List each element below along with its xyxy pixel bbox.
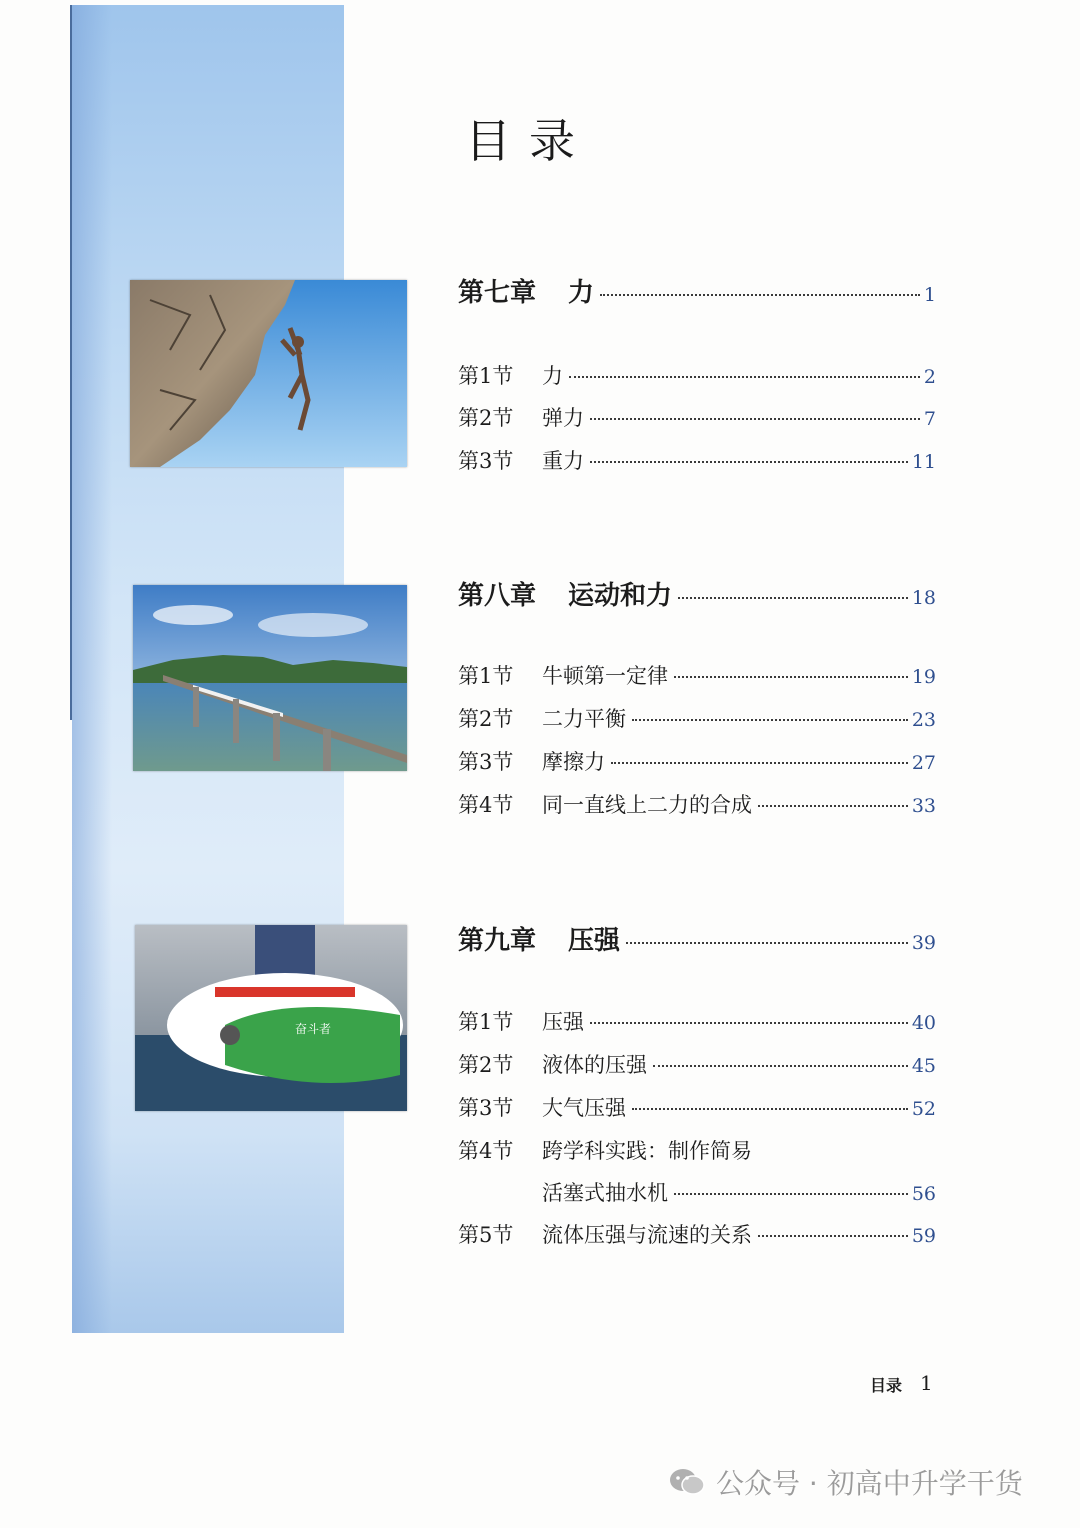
section-9-4-continuation-row[interactable] bbox=[542, 1177, 936, 1207]
chapter-name: 力 bbox=[568, 278, 595, 308]
section-label: 第3节 bbox=[458, 750, 514, 774]
chapter-9-row[interactable] bbox=[458, 920, 936, 957]
section-name: 牛顿第一定律 bbox=[542, 664, 668, 688]
section-8-3-row[interactable] bbox=[458, 746, 936, 776]
chapter-label: 第七章 bbox=[458, 278, 537, 308]
leader-dots bbox=[758, 804, 908, 807]
page-number: 11 bbox=[911, 451, 936, 473]
section-name: 同一直线上二力的合成 bbox=[542, 793, 752, 817]
section-7-2-row[interactable] bbox=[458, 402, 936, 432]
section-label: 第1节 bbox=[458, 1010, 514, 1034]
section-8-2-row[interactable] bbox=[458, 703, 936, 733]
watermark-text: 公众号 · 初高中升学干货 bbox=[716, 1467, 1023, 1500]
section-label: 第1节 bbox=[458, 664, 514, 688]
section-9-1-row[interactable] bbox=[458, 1006, 936, 1036]
section-name: 压强 bbox=[542, 1010, 584, 1034]
chapter-name: 压强 bbox=[568, 926, 621, 956]
page-number: 52 bbox=[911, 1098, 936, 1120]
section-label: 第2节 bbox=[458, 406, 514, 430]
section-7-1-row[interactable] bbox=[458, 360, 936, 390]
section-name: 摩擦力 bbox=[542, 750, 605, 774]
submersible-photo bbox=[135, 925, 407, 1111]
chapter-label: 第八章 bbox=[458, 581, 537, 611]
section-name: 二力平衡 bbox=[542, 707, 626, 731]
page-number: 18 bbox=[911, 587, 936, 609]
leader-dots bbox=[590, 460, 908, 463]
page-number: 59 bbox=[911, 1225, 936, 1247]
wechat-icon bbox=[668, 1467, 706, 1497]
leader-dots bbox=[678, 596, 908, 599]
section-name: 弹力 bbox=[542, 406, 584, 430]
svg-text:奋斗者: 奋斗者 bbox=[295, 1022, 332, 1036]
rock-climber-photo bbox=[130, 280, 407, 467]
footer-page-number: 1 bbox=[920, 1371, 933, 1395]
leader-dots bbox=[653, 1064, 908, 1067]
section-label: 第2节 bbox=[458, 1053, 514, 1077]
chapter-name: 运动和力 bbox=[568, 581, 673, 611]
section-name-continuation: 活塞式抽水机 bbox=[542, 1181, 668, 1205]
page-number: 2 bbox=[923, 366, 936, 388]
leader-dots bbox=[674, 675, 908, 678]
section-9-5-row[interactable] bbox=[458, 1219, 936, 1249]
leader-dots bbox=[569, 375, 920, 378]
leader-dots bbox=[600, 293, 920, 296]
page-number: 1 bbox=[923, 284, 936, 306]
page-number: 45 bbox=[911, 1055, 936, 1077]
section-name: 重力 bbox=[542, 449, 584, 473]
leader-dots bbox=[632, 718, 908, 721]
leader-dots bbox=[626, 941, 908, 944]
section-9-4-row[interactable] bbox=[458, 1135, 936, 1165]
wechat-watermark bbox=[668, 1462, 1023, 1502]
chapter-7-row[interactable] bbox=[458, 272, 936, 309]
chapter-8-row[interactable] bbox=[458, 575, 936, 612]
section-name: 液体的压强 bbox=[542, 1053, 647, 1077]
section-8-1-row[interactable] bbox=[458, 660, 936, 690]
leader-dots bbox=[758, 1234, 908, 1237]
section-label: 第4节 bbox=[458, 1139, 514, 1163]
leader-dots bbox=[590, 417, 920, 420]
leader-dots bbox=[611, 761, 908, 764]
page-number: 56 bbox=[911, 1183, 936, 1205]
section-label: 第2节 bbox=[458, 707, 514, 731]
section-label: 第4节 bbox=[458, 793, 514, 817]
page-number: 39 bbox=[911, 932, 936, 954]
section-name: 大气压强 bbox=[542, 1096, 626, 1120]
section-label: 第3节 bbox=[458, 449, 514, 473]
section-7-3-row[interactable] bbox=[458, 445, 936, 475]
leader-dots bbox=[590, 1021, 908, 1024]
footer-label: 目录 bbox=[870, 1376, 903, 1395]
section-label: 第5节 bbox=[458, 1223, 514, 1247]
bridge-train-photo bbox=[133, 585, 407, 771]
section-label: 第3节 bbox=[458, 1096, 514, 1120]
page-number: 27 bbox=[911, 752, 936, 774]
section-label: 第1节 bbox=[458, 364, 514, 388]
page-number: 19 bbox=[911, 666, 936, 688]
section-9-3-row[interactable] bbox=[458, 1092, 936, 1122]
leader-dots bbox=[632, 1107, 908, 1110]
section-name: 跨学科实践：制作简易 bbox=[542, 1139, 752, 1163]
strip-edge-line bbox=[70, 5, 72, 720]
chapter-label: 第九章 bbox=[458, 926, 537, 956]
section-name: 力 bbox=[542, 364, 563, 388]
page-title: 目录 bbox=[465, 114, 593, 168]
page-number: 23 bbox=[911, 709, 936, 731]
page-number: 33 bbox=[911, 795, 936, 817]
section-name: 流体压强与流速的关系 bbox=[542, 1223, 752, 1247]
page-number: 7 bbox=[923, 408, 936, 430]
section-9-2-row[interactable] bbox=[458, 1049, 936, 1079]
page-number: 40 bbox=[911, 1012, 936, 1034]
section-8-4-row[interactable] bbox=[458, 789, 936, 819]
leader-dots bbox=[674, 1192, 908, 1195]
